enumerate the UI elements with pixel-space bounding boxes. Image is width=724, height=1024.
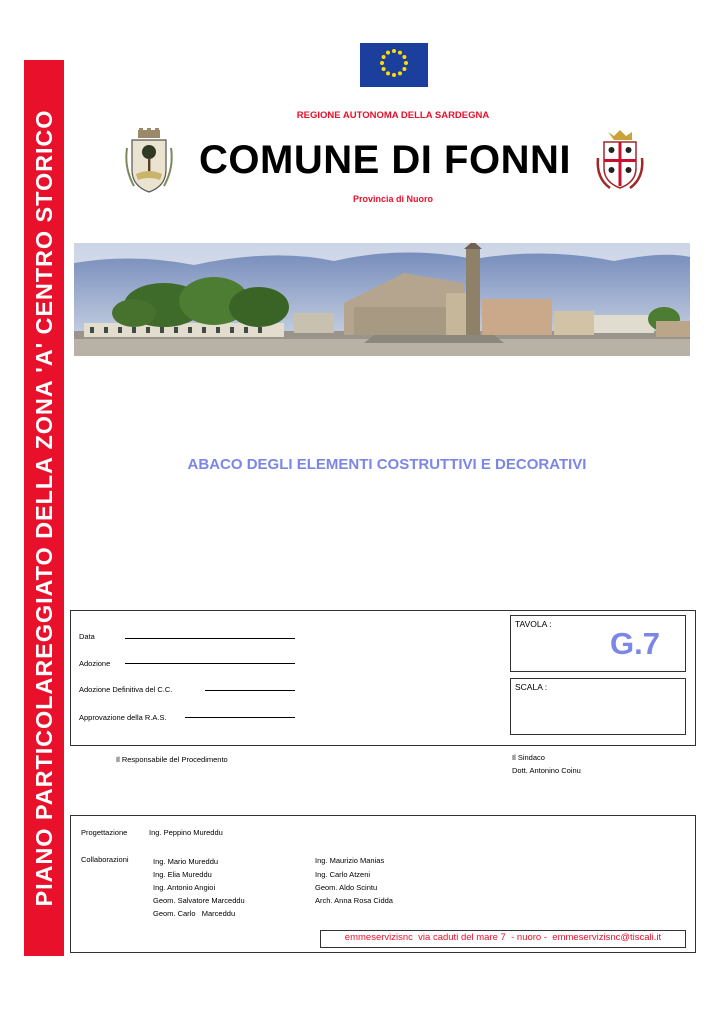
field-line-adozione <box>125 663 295 664</box>
tavola-label: TAVOLA : <box>515 619 552 629</box>
responsabile-label: Il Responsabile del Procedimento <box>116 755 228 764</box>
field-label-adozione: Adozione <box>79 659 111 668</box>
town-panorama-image <box>74 243 690 356</box>
field-line-approvazione <box>185 717 295 718</box>
province-name: Provincia di Nuoro <box>352 194 433 204</box>
field-line-data <box>125 638 295 639</box>
sindaco-name: Dott. Antonino Coinu <box>512 766 581 775</box>
field-label-approvazione: Approvazione della R.A.S. <box>79 713 167 722</box>
collaboratore-item: Geom. Salvatore Marceddu <box>153 896 245 905</box>
scala-box <box>510 678 686 735</box>
contact-info: emmeservizisnc via caduti del mare 7 - nuoro - emmeservizisnc@tiscali.it <box>344 932 662 943</box>
collaboratore-item: Ing. Mario Mureddu <box>153 857 219 866</box>
tavola-value: G.7 <box>610 626 660 661</box>
sardinia-coat-of-arms-icon <box>594 128 646 192</box>
collaborazioni-label: Collaborazioni <box>81 855 129 864</box>
fonni-coat-of-arms-icon <box>124 128 174 196</box>
field-line-adozione-definitiva <box>205 690 295 691</box>
collaboratore-item: Geom. Carlo Marceddu <box>153 909 236 918</box>
document-subject: ABACO DEGLI ELEMENTI COSTRUTTIVI E DECORATIVI <box>187 456 587 473</box>
collaboratore-item: Ing. Carlo Atzeni <box>315 870 371 879</box>
eu-flag-icon <box>360 43 428 87</box>
collaboratore-item: Arch. Anna Rosa Cidda <box>315 896 393 905</box>
collaboratore-item: Ing. Antonio Angioi <box>153 883 216 892</box>
region-name: REGIONE AUTONOMA DELLA SARDEGNA <box>296 110 490 121</box>
side-title-text: PIANO PARTICOLAREGGIATO DELLA ZONA 'A' CENTRO STORICO <box>30 109 57 907</box>
contact-box <box>320 930 686 948</box>
field-label-data: Data <box>79 632 95 641</box>
collaboratore-item: Ing. Elia Mureddu <box>153 870 212 879</box>
page-title: COMUNE DI FONNI <box>199 138 571 182</box>
collaboratore-item: Geom. Aldo Scintu <box>315 883 378 892</box>
side-title-band <box>24 60 64 956</box>
progettazione-label: Progettazione <box>81 828 128 837</box>
scala-label: SCALA : <box>515 682 548 692</box>
collaboratore-item: Ing. Maurizio Manias <box>315 856 385 865</box>
field-label-adozione-definitiva: Adozione Definitiva del C.C. <box>79 685 173 694</box>
tavola-box <box>510 615 686 672</box>
progettazione-name: Ing. Peppino Mureddu <box>149 828 223 837</box>
sindaco-title: Il Sindaco <box>512 753 545 762</box>
